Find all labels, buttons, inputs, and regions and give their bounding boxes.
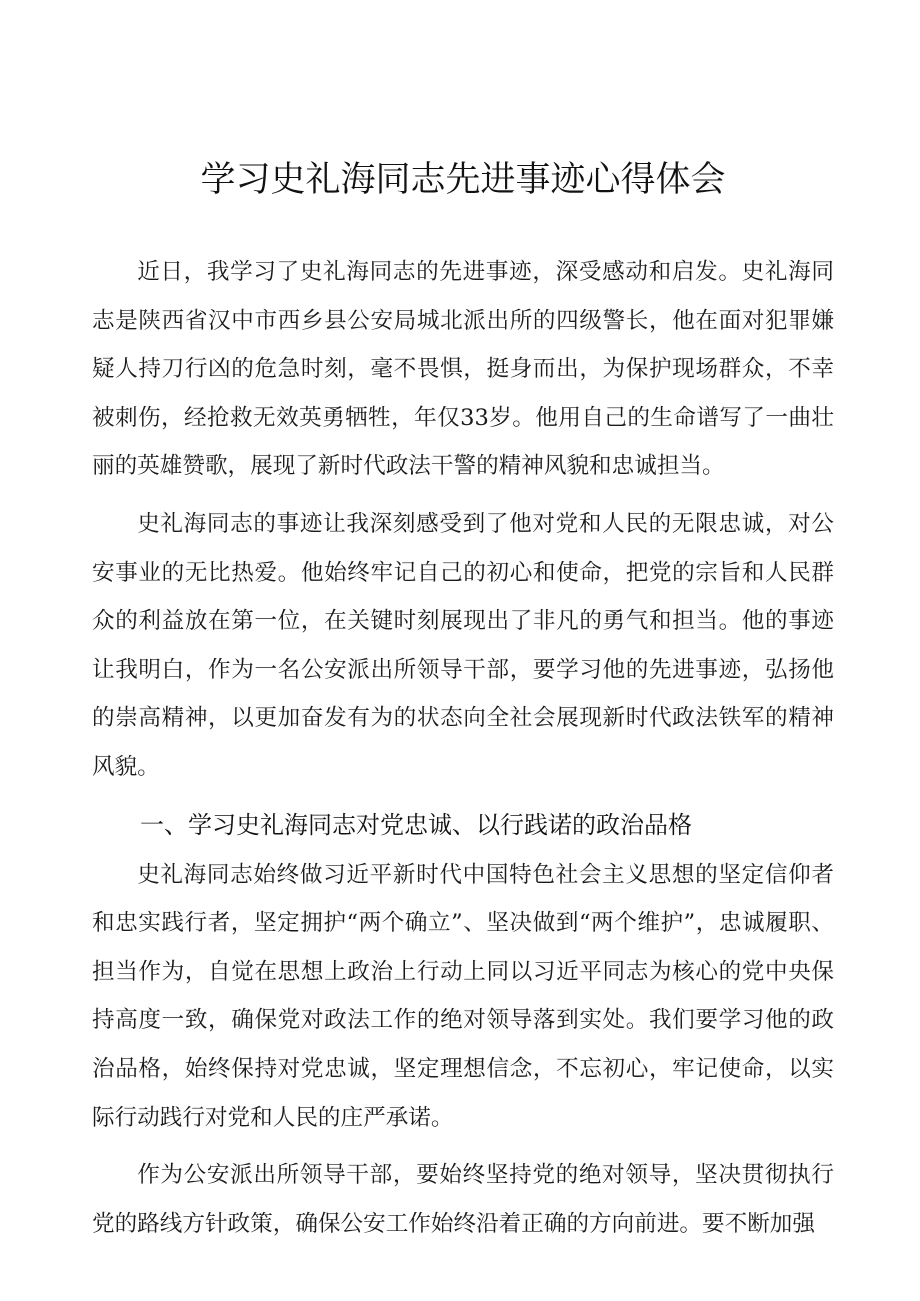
intro-paragraph-2: 史礼海同志的事迹让我深刻感受到了他对党和人民的无限忠诚，对公安事业的无比热爱。他始终牢记自己的初心和使命，把党的宗旨和人民群众的利益放在第一位，在关键时刻展现出了非凡的勇气和担当。他的事迹让我明白，作为一名公安派出所领导干部，要学习他的先进事迹，弘扬他的崇高精神，以更加奋发有为的状态向全社会展现新时代政法铁军的精神风貌。 (92, 510, 834, 780)
document-title: 学习史礼海同志先进事迹心得体会 (200, 160, 726, 200)
section-1-paragraph-1: 史礼海同志始终做习近平新时代中国特色社会主义思想的坚定信仰者和忠实践行者，坚定拥护“两个确立”、坚决做到“两个维护”，忠诚履职、担当作为，自觉在思想上政治上行动上同以习近平同志为核心的党中央保持高度一致，确保党对政法工作的绝对领导落到实处。我们要学习他的政治品格，始终保持对党忠诚，坚定理想信念，不忘初心，牢记使命，以实际行动践行对党和人民的庄严承诺。 (92, 861, 834, 1131)
section-1-paragraph-2: 作为公安派出所领导干部，要始终坚持党的绝对领导，坚决贯彻执行党的路线方针政策，确保公安工作始终沿着正确的方向前进。要不断加强 (92, 1162, 834, 1237)
document-body (92, 248, 834, 1248)
section-heading-1: 一、学习史礼海同志对党忠诚、以行践诺的政治品格 (140, 810, 692, 839)
intro-paragraph-1: 近日，我学习了史礼海同志的先进事迹，深受感动和启发。史礼海同志是陕西省汉中市西乡县公安局城北派出所的四级警长，他在面对犯罪嫌疑人持刀行凶的危急时刻，毫不畏惧，挺身而出，为保护现场群众，不幸被刺伤，经抢救无效英勇牺牲，年仅33岁。他用自己的生命谱写了一曲壮丽的英雄赞歌，展现了新时代政法干警的精神风貌和忠诚担当。 (92, 259, 834, 480)
